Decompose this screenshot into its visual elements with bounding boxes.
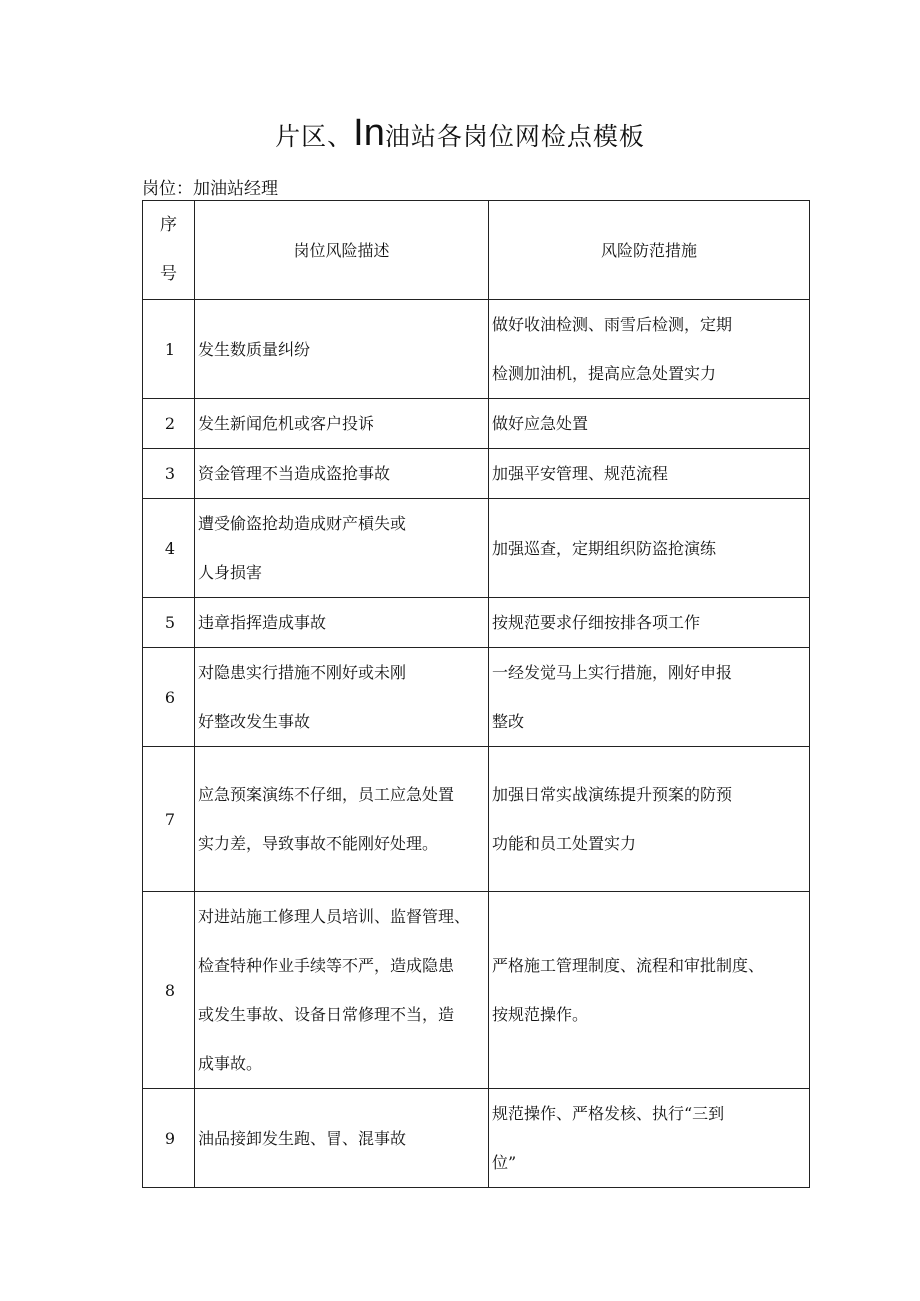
row-risk-line: 发生数质量纠纷 <box>198 339 311 359</box>
row-risk-cell <box>195 648 489 747</box>
table-row <box>143 499 810 598</box>
row-risk-cell <box>195 1089 489 1188</box>
row-measure-line: 规范操作、严格发核、执行“三到 <box>492 1104 725 1123</box>
row-risk-line: 对进站施工修理人员培训、监督管理、 <box>198 907 471 926</box>
table-row <box>143 300 810 399</box>
row-index: 3 <box>143 449 195 499</box>
row-measure-line: 位” <box>492 1153 517 1172</box>
row-index: 7 <box>143 747 195 892</box>
row-measure-line: 做好应急处置 <box>492 414 589 433</box>
page-title <box>0 112 920 155</box>
title-latin-glyph: In <box>353 112 385 154</box>
row-index: 5 <box>143 598 195 648</box>
row-risk-line: 好整改发生事故 <box>198 712 311 731</box>
row-measure-line: 加强平安管理、规范流程 <box>492 464 669 483</box>
row-risk-line: 实力差，导致事故不能刚好处理。 <box>198 834 439 853</box>
row-measure-line: 做好收油检测、雨雪后检测，定期 <box>492 315 733 334</box>
row-risk-line: 油品接卸发生跑、冒、混事故 <box>198 1128 407 1148</box>
row-measure-cell <box>489 747 810 892</box>
header-index-line: 号 <box>160 264 177 284</box>
table-row <box>143 747 810 892</box>
row-risk-line: 违章指挥造成事故 <box>198 613 327 632</box>
row-measure-line: 一经发觉马上实行措施，刚好申报 <box>492 663 733 682</box>
table-row <box>143 648 810 747</box>
row-risk-cell <box>195 499 489 598</box>
row-measure-cell <box>489 399 810 449</box>
row-risk-cell <box>195 598 489 648</box>
row-measure-cell <box>489 648 810 747</box>
title-prefix: 片区、 <box>275 122 354 151</box>
header-measure: 风险防范措施 <box>489 201 810 300</box>
row-risk-cell <box>195 300 489 399</box>
row-risk-line: 或发生事故、设备日常修理不当，造 <box>198 1005 455 1024</box>
row-index: 6 <box>143 648 195 747</box>
row-risk-line: 发生新闻危机或客户投诉 <box>198 414 375 433</box>
row-index: 2 <box>143 399 195 449</box>
table-row <box>143 399 810 449</box>
row-measure-line: 按规范操作。 <box>492 1005 589 1024</box>
row-measure-cell <box>489 1089 810 1188</box>
row-risk-cell <box>195 399 489 449</box>
header-index <box>143 201 195 300</box>
row-index: 4 <box>143 499 195 598</box>
row-risk-line: 应急预案演练不仔细，员工应急处置 <box>198 785 455 804</box>
row-index: 8 <box>143 892 195 1089</box>
row-risk-cell <box>195 449 489 499</box>
row-risk-line: 遭受偷盗抢劫造成财产槓失或 <box>198 514 407 533</box>
table-header-row <box>143 201 810 300</box>
row-measure-cell <box>489 598 810 648</box>
row-index: 1 <box>143 300 195 399</box>
title-suffix: 油站各岗位网检点模板 <box>384 122 645 151</box>
row-measure-cell <box>489 300 810 399</box>
header-risk: 岗位风险描述 <box>195 201 489 300</box>
table-row <box>143 1089 810 1188</box>
row-risk-line: 资金管理不当造成盗抢事故 <box>198 464 391 483</box>
row-measure-line: 按规范要求仔细按排各项工作 <box>492 613 701 632</box>
row-measure-line: 检测加油机，提高应急处置实力 <box>492 364 717 383</box>
row-measure-cell <box>489 892 810 1089</box>
row-measure-line: 整改 <box>492 712 525 731</box>
row-measure-line: 功能和员工处置实力 <box>492 834 637 853</box>
row-risk-line: 成事故。 <box>198 1054 263 1073</box>
table-row <box>143 598 810 648</box>
table-row <box>143 449 810 499</box>
row-measure-line: 严格施工管理制度、流程和审批制度、 <box>492 956 765 975</box>
row-risk-line: 对隐患实行措施不刚好或未刚 <box>198 663 407 682</box>
header-index-line: 序 <box>160 215 177 235</box>
row-risk-cell <box>195 892 489 1089</box>
row-measure-line: 加强日常实战演练提升预案的防预 <box>492 785 733 804</box>
table-row <box>143 892 810 1089</box>
table-body <box>143 300 810 1188</box>
row-measure-cell <box>489 449 810 499</box>
row-measure-cell <box>489 499 810 598</box>
row-measure-line: 加强巡查，定期组织防盗抢演练 <box>492 538 717 558</box>
row-index: 9 <box>143 1089 195 1188</box>
row-risk-line: 检查特种作业手续等不严，造成隐患 <box>198 956 455 975</box>
row-risk-cell <box>195 747 489 892</box>
risk-table <box>142 200 810 1188</box>
post-label: 岗位：加油站经理 <box>142 179 278 199</box>
row-risk-line: 人身损害 <box>198 563 263 582</box>
